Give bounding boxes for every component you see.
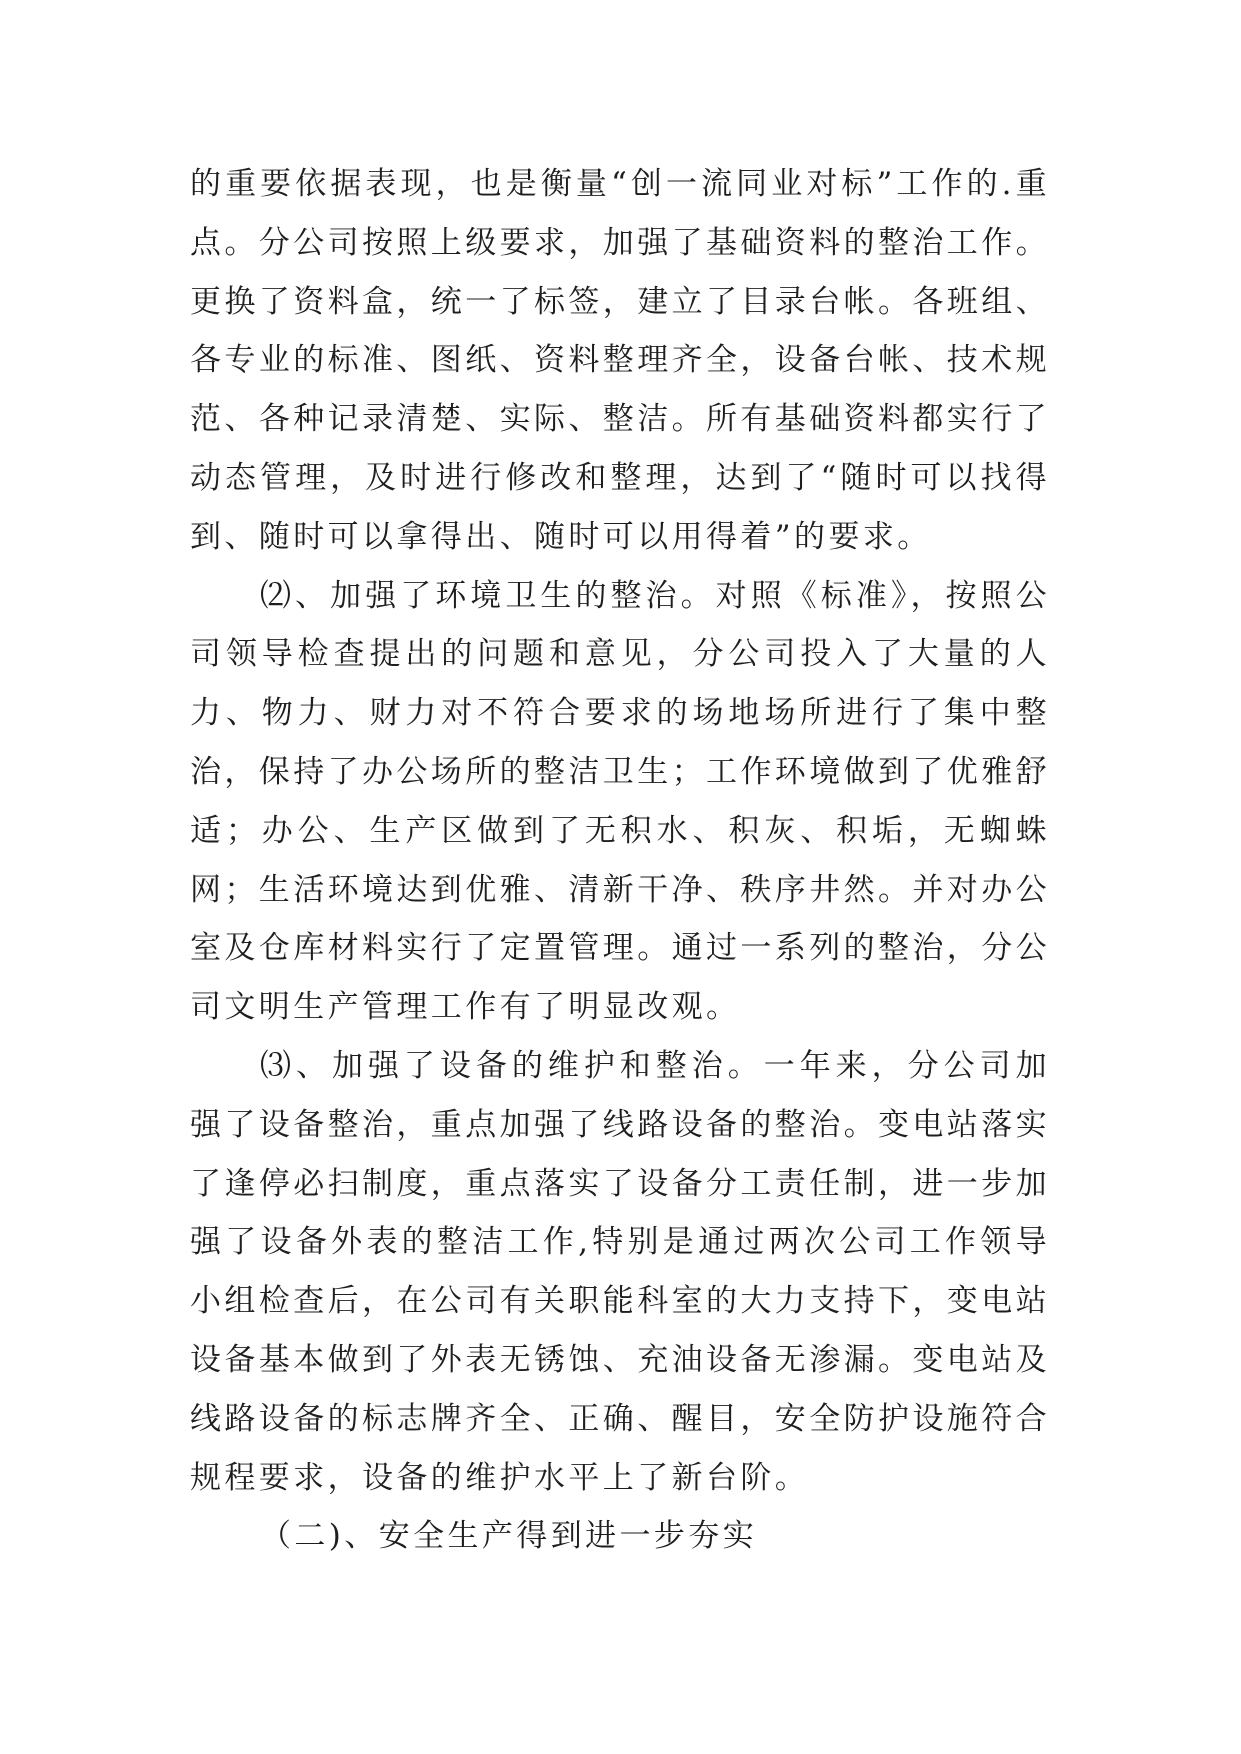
document-body: [190, 155, 1050, 1566]
section-heading-safety: （二)、安全生产得到进一步夯实: [260, 1518, 758, 1555]
paragraph-basic-data: 的重要依据表现，也是衡量“创一流同业对标”工作的.重点。分公司按照上级要求，加强了基础资料的整治工作。更换了资料盒，统一了标签，建立了目录台帐。各班组、各专业的标准、图纸、资料整理齐全，设备台帐、技术规范、各种记录清楚、实际、整洁。所有基础资料都实行了动态管理，及时进行修改和整理，达到了“随时可以找得到、随时可以拿得出、随时可以用得着”的要求。: [190, 166, 1050, 555]
paragraph-equipment: ⑶、加强了设备的维护和整治。一年来，分公司加强了设备整治，重点加强了线路设备的整治。变电站落实了逢停必扫制度，重点落实了设备分工责任制，进一步加强了设备外表的整洁工作,特别是通过两次公司工作领导小组检查后，在公司有关职能科室的大力支持下，变电站设备基本做到了外表无锈蚀、充油设备无渗漏。变电站及线路设备的标志牌齐全、正确、醒目，安全防护设施符合规程要求，设备的维护水平上了新台阶。: [190, 1047, 1050, 1496]
paragraph-environment: ⑵、加强了环境卫生的整治。对照《标准》，按照公司领导检查提出的问题和意见，分公司投入了大量的人力、物力、财力对不符合要求的场地场所进行了集中整治，保持了办公场所的整洁卫生；工作环境做到了优雅舒适；办公、生产区做到了无积水、积灰、积垢，无蜘蛛网；生活环境达到优雅、清新干净、秩序井然。并对办公室及仓库材料实行了定置管理。通过一系列的整治，分公司文明生产管理工作有了明显改观。: [190, 577, 1050, 1026]
